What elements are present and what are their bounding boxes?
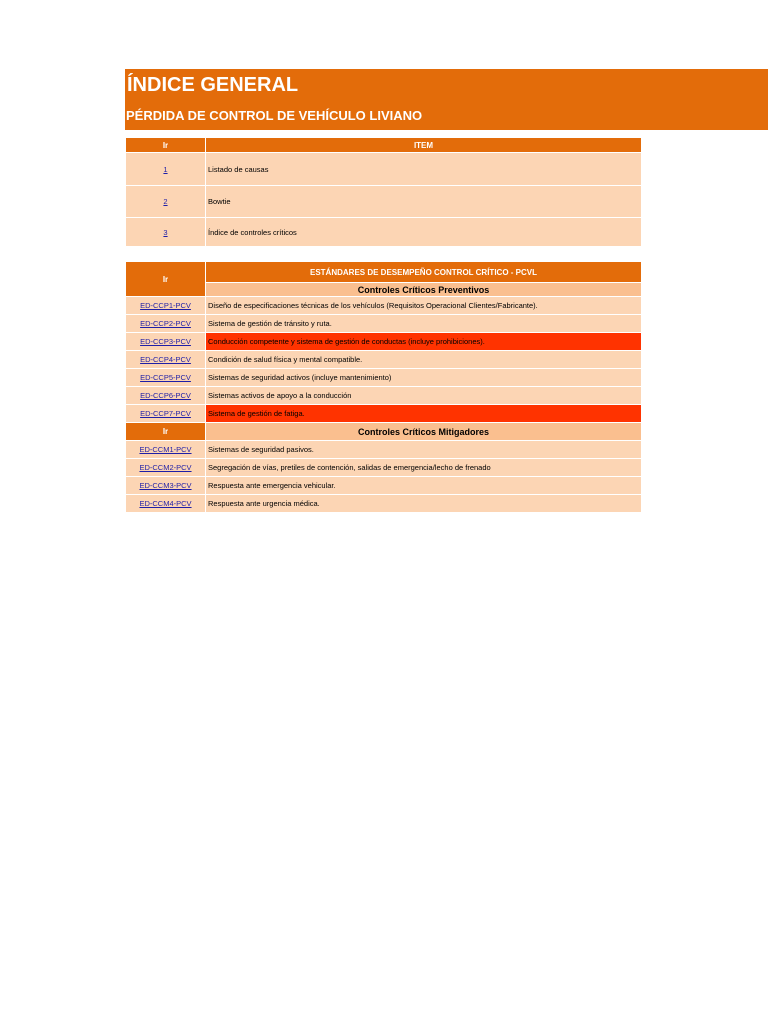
table-row <box>126 351 642 369</box>
link-ed-ccp6[interactable]: ED-CCP6-PCV <box>126 387 206 405</box>
control-text: Respuesta ante emergencia vehicular. <box>206 477 642 495</box>
control-text-highlighted: Conducción competente y sistema de gestión de conductas (incluye prohibiciones). <box>206 333 642 351</box>
page-title: ÍNDICE GENERAL <box>127 74 299 96</box>
link-ed-ccm3[interactable]: ED-CCM3-PCV <box>126 477 206 495</box>
mitigating-subheader-row <box>126 423 642 441</box>
table-row <box>126 153 642 186</box>
standards-table-header <box>126 262 642 283</box>
index-link-1[interactable]: 1 <box>126 153 206 186</box>
table-row <box>126 405 642 423</box>
index-table <box>126 138 642 247</box>
page-subtitle: PÉRDIDA DE CONTROL DE VEHÍCULO LIVIANO <box>126 108 423 123</box>
standards-table <box>126 262 642 513</box>
link-ed-ccp1[interactable]: ED-CCP1-PCV <box>126 297 206 315</box>
table-row <box>126 369 642 387</box>
mitigating-col-ir: Ir <box>126 423 206 441</box>
table-row <box>126 441 642 459</box>
link-ed-ccm1[interactable]: ED-CCM1-PCV <box>126 441 206 459</box>
index-item-text: Bowtie <box>206 186 642 218</box>
index-col-ir: Ir <box>126 138 206 153</box>
standards-col-ir: Ir <box>126 262 206 297</box>
preventive-label: Controles Críticos Preventivos <box>206 283 642 297</box>
link-ed-ccp4[interactable]: ED-CCP4-PCV <box>126 351 206 369</box>
control-text: Sistemas de seguridad activos (incluye mantenimiento) <box>206 369 642 387</box>
index-link-3[interactable]: 3 <box>126 218 206 247</box>
index-table-header <box>126 138 642 153</box>
control-text: Sistemas de seguridad pasivos. <box>206 441 642 459</box>
table-row <box>126 297 642 315</box>
table-row <box>126 459 642 477</box>
index-col-item: ITEM <box>206 138 642 153</box>
control-text: Condición de salud física y mental compatible. <box>206 351 642 369</box>
link-ed-ccp5[interactable]: ED-CCP5-PCV <box>126 369 206 387</box>
control-text: Segregación de vías, pretiles de contención, salidas de emergencia/lecho de frenado <box>206 459 642 477</box>
index-item-text: Índice de controles críticos <box>206 218 642 247</box>
link-ed-ccp7[interactable]: ED-CCP7-PCV <box>126 405 206 423</box>
table-row <box>126 315 642 333</box>
standards-heading: ESTÁNDARES DE DESEMPEÑO CONTROL CRÍTICO - PCVL <box>206 262 642 283</box>
control-text-highlighted: Sistema de gestión de fatiga. <box>206 405 642 423</box>
header-banner <box>125 69 768 130</box>
link-ed-ccp3[interactable]: ED-CCP3-PCV <box>126 333 206 351</box>
table-row <box>126 387 642 405</box>
mitigating-label: Controles Críticos Mitigadores <box>206 423 642 441</box>
table-row <box>126 218 642 247</box>
table-row <box>126 495 642 513</box>
index-link-2[interactable]: 2 <box>126 186 206 218</box>
control-text: Sistemas activos de apoyo a la conducción <box>206 387 642 405</box>
table-row <box>126 477 642 495</box>
control-text: Diseño de especificaciones técnicas de los vehículos (Requisitos Operacional Clientes/Fabricante). <box>206 297 642 315</box>
control-text: Respuesta ante urgencia médica. <box>206 495 642 513</box>
control-text: Sistema de gestión de tránsito y ruta. <box>206 315 642 333</box>
table-row <box>126 186 642 218</box>
link-ed-ccm2[interactable]: ED-CCM2-PCV <box>126 459 206 477</box>
table-row <box>126 333 642 351</box>
link-ed-ccm4[interactable]: ED-CCM4-PCV <box>126 495 206 513</box>
link-ed-ccp2[interactable]: ED-CCP2-PCV <box>126 315 206 333</box>
index-item-text: Listado de causas <box>206 153 642 186</box>
